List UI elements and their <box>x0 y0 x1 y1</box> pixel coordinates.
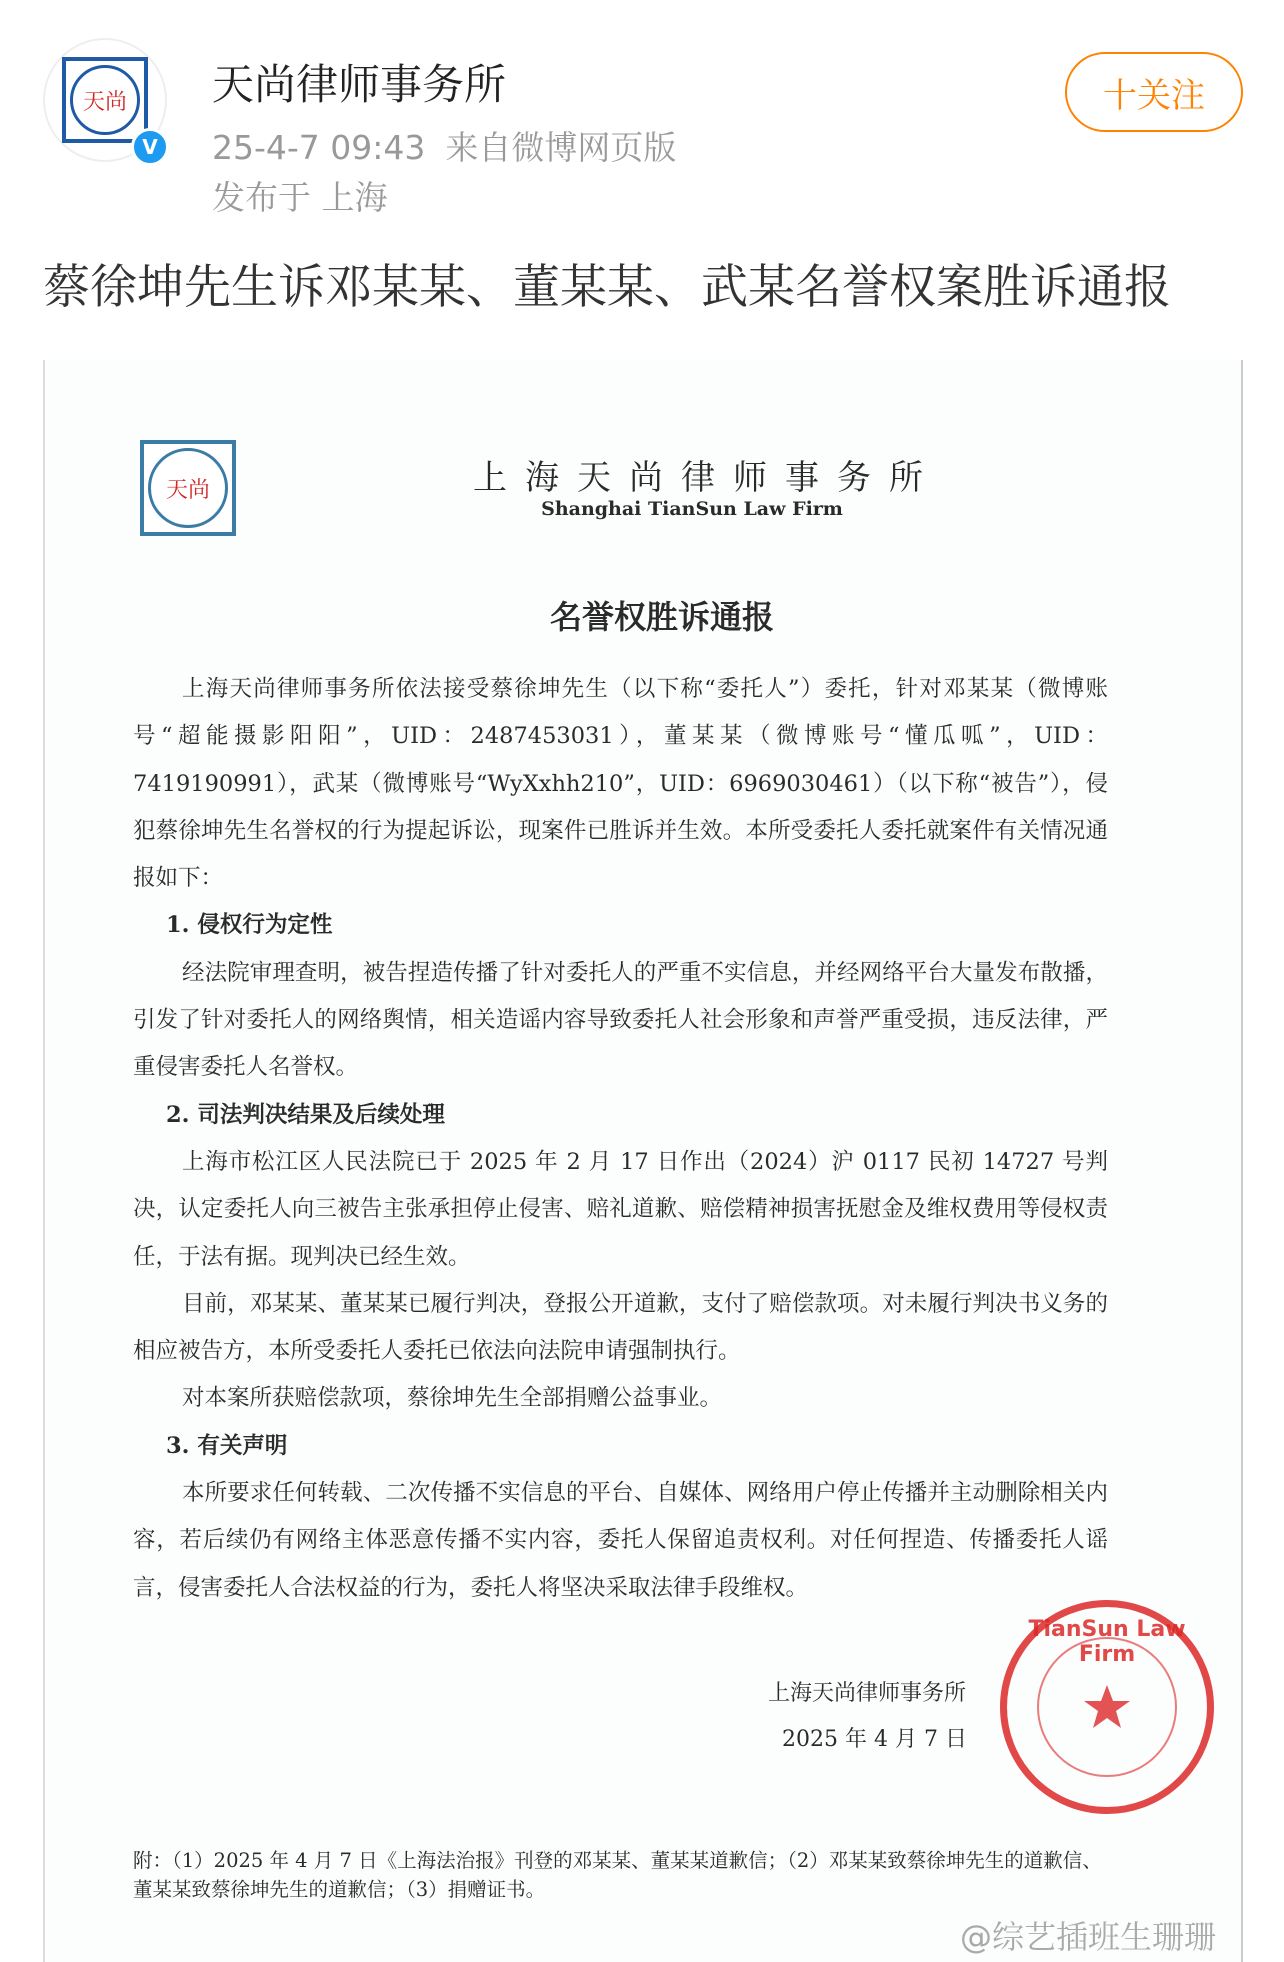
post-title: 蔡徐坤先生诉邓某某、董某某、武某名誉权案胜诉通报 <box>43 260 1171 315</box>
post-location: 发布于 上海 <box>212 178 388 217</box>
section-1-text: 经法院审理查明，被告捏造传播了针对委托人的严重不实信息，并经网络平台大量发布散播，引发了针对委托人的网络舆情，相关造谣内容导致委托人社会形象和声誉严重受损，违反法律，严重侵害委托人名誉权。 <box>133 959 1108 1081</box>
weibo-watermark: @综艺插班生珊珊 <box>960 1918 1217 1956</box>
section-2-paragraph-1: 上海市松江区人民法院已于 2025 年 2 月 17 日作出（2024）沪 0117 民初 14727 号判决，认定委托人向三被告主张承担停止侵害、赔礼道歉、赔偿精神损害抚慰金及维权费用等侵权责任，于法有据。现判决已经生效。 <box>133 1148 1108 1270</box>
official-seal <box>1000 1600 1214 1814</box>
firm-logo-icon: 天尚 <box>62 57 148 143</box>
document-title: 名誉权胜诉通报 <box>549 598 774 636</box>
section-1-heading: 1. 侵权行为定性 <box>166 912 333 939</box>
document-body <box>133 666 1108 1612</box>
signature-date: 2025 年 4 月 7 日 <box>782 1727 967 1752</box>
follow-button[interactable]: 十关注 <box>1065 52 1243 132</box>
section-2-heading: 2. 司法判决结果及后续处理 <box>166 1101 445 1128</box>
signature-name: 上海天尚律师事务所 <box>768 1681 967 1706</box>
verified-badge-icon: V <box>131 128 169 166</box>
section-3-heading: 3. 有关声明 <box>166 1432 288 1459</box>
letterhead-firm-name-en: Shanghai TianSun Law Firm <box>541 498 843 520</box>
post-source: 来自微博网页版 <box>445 128 677 167</box>
attachment-note: 附：（1）2025 年 4 月 7 日《上海法治报》刊登的邓某某、董某某道歉信；（2）邓某某致蔡徐坤先生的道歉信、董某某致蔡徐坤先生的道歉信；（3）捐赠证书。 <box>133 1849 1102 1901</box>
seal-star-icon <box>1082 1682 1132 1732</box>
letterhead-firm-name: 上海天尚律师事务所 <box>473 458 941 498</box>
timestamp: 25-4-7 09:43 <box>212 128 426 167</box>
seal-text: TianSun Law Firm <box>1028 1617 1186 1667</box>
letterhead-logo-icon: 天尚 <box>140 440 236 536</box>
post-meta <box>212 122 696 169</box>
section-2-paragraph-3: 对本案所获赔偿款项，蔡徐坤先生全部捐赠公益事业。 <box>182 1385 723 1412</box>
section-3-text: 本所要求任何转载、二次传播不实信息的平台、自媒体、网络用户停止传播并主动删除相关内容，若后续仍有网络主体恶意传播不实内容，委托人保留追责权利。对任何捏造、传播委托人谣言，侵害委托人合法权益的行为，委托人将坚决采取法律手段维权。 <box>133 1480 1108 1601</box>
intro-paragraph: 上海天尚律师事务所依法接受蔡徐坤先生（以下称“委托人”）委托，针对邓某某（微博账号“超能摄影阳阳”，UID：2487453031），董某某（微博账号“懂瓜呱”，UID：7419190991），武某（微博账号“WyXxhh210”，UID：6969030461）（以下称“被告”），侵犯蔡徐坤先生名誉权的行为提起诉讼，现案件已胜诉并生效。本所受委托人委托就案件有关情况通报如下： <box>133 676 1108 892</box>
section-2-paragraph-2: 目前，邓某某、董某某已履行判决，登报公开道歉，支付了赔偿款项。对未履行判决书义务的相应被告方，本所受委托人委托已依法向法院申请强制执行。 <box>133 1290 1108 1365</box>
account-name[interactable]: 天尚律师事务所 <box>212 60 507 109</box>
